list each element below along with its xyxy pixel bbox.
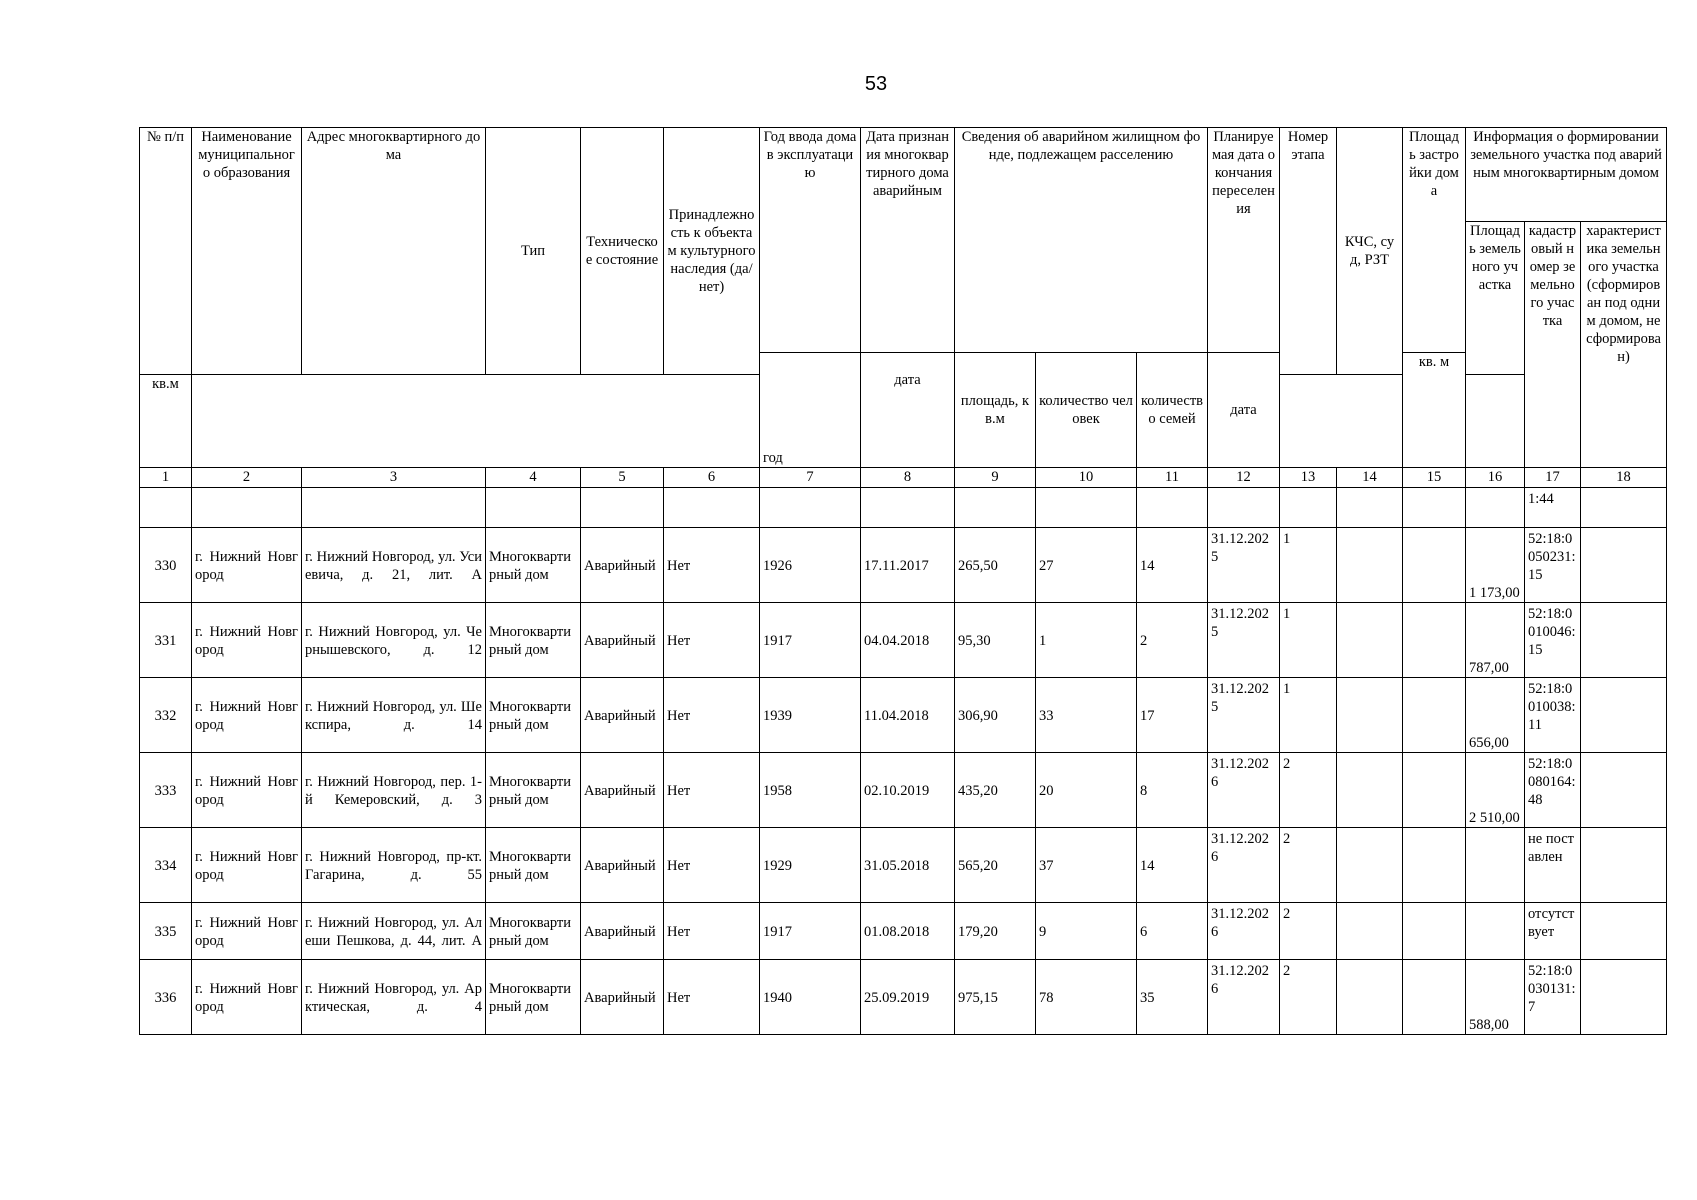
column-number: 3 (302, 468, 486, 488)
cell-area: 565,20 (955, 828, 1036, 903)
header-type: Тип (486, 128, 581, 375)
header-family-count: количество семей (1137, 353, 1208, 468)
carryover-row (140, 488, 1667, 528)
cell-year: 1958 (760, 753, 861, 828)
cell-year: 1917 (760, 603, 861, 678)
cell-cadastral-number: 52:18:0010046:15 (1525, 603, 1581, 678)
cell-heritage: Нет (664, 903, 760, 960)
cell-kchs (1337, 903, 1403, 960)
table-row (140, 903, 1667, 960)
cell-address: г. Нижний Новгород, ул. Шекспира, д. 14 (302, 678, 486, 753)
cell-row-number: 335 (140, 903, 192, 960)
cell-cadastral-number: отсутствует (1525, 903, 1581, 960)
cell-family-count: 8 (1137, 753, 1208, 828)
cell-date-emergency: 04.04.2018 (861, 603, 955, 678)
cell-date-emergency: 11.04.2018 (861, 678, 955, 753)
header-unit-year: год (760, 353, 861, 468)
column-number: 13 (1280, 468, 1337, 488)
cell-empty (955, 488, 1036, 528)
cell-land-area (1466, 903, 1525, 960)
header-area: площадь, кв.м (955, 353, 1036, 468)
cell-area: 975,15 (955, 960, 1036, 1035)
cell-family-count: 2 (1137, 603, 1208, 678)
cell-people-count: 9 (1036, 903, 1137, 960)
cell-heritage: Нет (664, 528, 760, 603)
header-cadastral-number: кадастровый номер земельного участка (1525, 222, 1581, 468)
cell-planned-end-date: 31.12.2026 (1208, 903, 1280, 960)
column-number: 16 (1466, 468, 1525, 488)
cell-heritage: Нет (664, 603, 760, 678)
column-number: 12 (1208, 468, 1280, 488)
cell-row-number: 333 (140, 753, 192, 828)
cell-family-count: 14 (1137, 528, 1208, 603)
cell-cadastral-number: не поставлен (1525, 828, 1581, 903)
cell-people-count: 78 (1036, 960, 1137, 1035)
cell-municipality: г. Нижний Новгород (192, 828, 302, 903)
cell-cadastral: 1:44 (1525, 488, 1581, 528)
cell-row-number: 336 (140, 960, 192, 1035)
cell-empty (1137, 488, 1208, 528)
cell-family-count: 14 (1137, 828, 1208, 903)
cell-empty (192, 488, 302, 528)
header-unit-date: дата (861, 353, 955, 468)
header-stage-number: Номер этапа (1280, 128, 1337, 375)
cell-people-count: 33 (1036, 678, 1137, 753)
cell-land-characteristic (1581, 903, 1667, 960)
column-number: 17 (1525, 468, 1581, 488)
cell-area: 179,20 (955, 903, 1036, 960)
column-number: 15 (1403, 468, 1466, 488)
cell-planned-end-date: 31.12.2025 (1208, 528, 1280, 603)
cell-built-area (1403, 678, 1466, 753)
cell-empty (1036, 488, 1137, 528)
cell-people-count: 37 (1036, 828, 1137, 903)
cell-kchs (1337, 753, 1403, 828)
header-year-commissioned: Год ввода дома в эксплуатацию (760, 128, 861, 353)
cell-kchs (1337, 528, 1403, 603)
cell-land-characteristic (1581, 753, 1667, 828)
cell-type: Многоквартирный дом (486, 603, 581, 678)
cell-heritage: Нет (664, 960, 760, 1035)
cell-people-count: 1 (1036, 603, 1137, 678)
column-number: 10 (1036, 468, 1137, 488)
header-kchs: КЧС, суд, РЗТ (1337, 128, 1403, 375)
cell-technical-state: Аварийный (581, 528, 664, 603)
cell-empty (760, 488, 861, 528)
cell-kchs (1337, 828, 1403, 903)
cell-empty (1208, 488, 1280, 528)
cell-municipality: г. Нижний Новгород (192, 528, 302, 603)
column-number: 6 (664, 468, 760, 488)
header-land-characteristic: характеристика земельного участка (сформирован под одним домом, не сформирован) (1581, 222, 1667, 468)
header-unit-land-area: кв.м (140, 375, 192, 468)
cell-row-number: 331 (140, 603, 192, 678)
cell-row-number: 330 (140, 528, 192, 603)
cell-area: 306,90 (955, 678, 1036, 753)
cell-date-emergency: 31.05.2018 (861, 828, 955, 903)
cell-built-area (1403, 603, 1466, 678)
cell-date-emergency: 02.10.2019 (861, 753, 955, 828)
cell-date-emergency: 25.09.2019 (861, 960, 955, 1035)
column-number: 14 (1337, 468, 1403, 488)
column-number: 2 (192, 468, 302, 488)
cell-empty (1337, 488, 1403, 528)
cell-year: 1917 (760, 903, 861, 960)
cell-heritage: Нет (664, 753, 760, 828)
cell-municipality: г. Нижний Новгород (192, 903, 302, 960)
cell-cadastral-number: 52:18:0030131:7 (1525, 960, 1581, 1035)
cell-heritage: Нет (664, 828, 760, 903)
column-number: 5 (581, 468, 664, 488)
cell-area: 435,20 (955, 753, 1036, 828)
header-date-emergency: Дата признания многоквартирного дома аварийным (861, 128, 955, 353)
cell-technical-state: Аварийный (581, 603, 664, 678)
header-land-area: Площадь земельного участка (1466, 222, 1525, 375)
cell-empty (302, 488, 486, 528)
cell-stage-number: 1 (1280, 603, 1337, 678)
header-address: Адрес многоквартирного дома (302, 128, 486, 375)
column-number: 4 (486, 468, 581, 488)
cell-area: 95,30 (955, 603, 1036, 678)
header-people-count: количество человек (1036, 353, 1137, 468)
cell-date-emergency: 01.08.2018 (861, 903, 955, 960)
cell-year: 1940 (760, 960, 861, 1035)
cell-family-count: 17 (1137, 678, 1208, 753)
column-number: 7 (760, 468, 861, 488)
cell-empty (664, 488, 760, 528)
header-planned-end-date: Планируемая дата окончания переселения (1208, 128, 1280, 353)
cell-stage-number: 2 (1280, 753, 1337, 828)
table-row (140, 753, 1667, 828)
header-row-number: № п/п (140, 128, 192, 375)
cell-stage-number: 1 (1280, 678, 1337, 753)
cell-technical-state: Аварийный (581, 960, 664, 1035)
cell-land-area (1466, 828, 1525, 903)
cell-type: Многоквартирный дом (486, 753, 581, 828)
cell-empty (1403, 488, 1466, 528)
cell-municipality: г. Нижний Новгород (192, 753, 302, 828)
cell-municipality: г. Нижний Новгород (192, 603, 302, 678)
cell-technical-state: Аварийный (581, 828, 664, 903)
table-row (140, 528, 1667, 603)
cell-family-count: 6 (1137, 903, 1208, 960)
cell-planned-end-date: 31.12.2025 (1208, 603, 1280, 678)
cell-type: Многоквартирный дом (486, 903, 581, 960)
cell-cadastral-number: 52:18:0010038:11 (1525, 678, 1581, 753)
cell-address: г. Нижний Новгород, ул. Арктическая, д. 4 (302, 960, 486, 1035)
cell-address: г. Нижний Новгород, пр-кт. Гагарина, д. 55 (302, 828, 486, 903)
cell-kchs (1337, 678, 1403, 753)
cell-address: г. Нижний Новгород, ул. Алеши Пешкова, д. 44, лит. А (302, 903, 486, 960)
header-municipality: Наименование муниципального образования (192, 128, 302, 375)
column-number: 18 (1581, 468, 1667, 488)
cell-land-characteristic (1581, 528, 1667, 603)
cell-planned-end-date: 31.12.2026 (1208, 828, 1280, 903)
header-land-plot-group: Информация о формировании земельного участка под аварийным многоквартирным домом (1466, 128, 1667, 222)
cell-technical-state: Аварийный (581, 903, 664, 960)
cell-empty (486, 488, 581, 528)
cell-technical-state: Аварийный (581, 753, 664, 828)
cell-stage-number: 1 (1280, 528, 1337, 603)
cell-empty (861, 488, 955, 528)
cell-land-characteristic (1581, 828, 1667, 903)
cell-area: 265,50 (955, 528, 1036, 603)
cell-land-characteristic (1581, 678, 1667, 753)
header-unit-built-area: кв. м (1403, 353, 1466, 468)
cell-built-area (1403, 960, 1466, 1035)
cell-empty (1466, 488, 1525, 528)
cell-planned-end-date: 31.12.2025 (1208, 678, 1280, 753)
cell-year: 1929 (760, 828, 861, 903)
cell-built-area (1403, 528, 1466, 603)
page-number: 53 (864, 73, 888, 95)
table-row (140, 678, 1667, 753)
cell-type: Многоквартирный дом (486, 678, 581, 753)
cell-date-emergency: 17.11.2017 (861, 528, 955, 603)
cell-built-area (1403, 753, 1466, 828)
cell-built-area (1403, 903, 1466, 960)
cell-built-area (1403, 828, 1466, 903)
cell-type: Многоквартирный дом (486, 960, 581, 1035)
cell-land-area: 1 173,00 (1466, 528, 1525, 603)
cell-empty (140, 488, 192, 528)
cell-land-area: 2 510,00 (1466, 753, 1525, 828)
cell-land-area: 656,00 (1466, 678, 1525, 753)
cell-stage-number: 2 (1280, 960, 1337, 1035)
cell-municipality: г. Нижний Новгород (192, 960, 302, 1035)
cell-land-area: 588,00 (1466, 960, 1525, 1035)
cell-planned-end-date: 31.12.2026 (1208, 753, 1280, 828)
cell-heritage: Нет (664, 678, 760, 753)
cell-municipality: г. Нижний Новгород (192, 678, 302, 753)
table-row (140, 603, 1667, 678)
header-heritage: Принадлежность к объектам культурного наследия (да/нет) (664, 128, 760, 375)
column-number: 9 (955, 468, 1036, 488)
cell-row-number: 332 (140, 678, 192, 753)
emergency-housing-table (139, 127, 1667, 1035)
column-number: 11 (1137, 468, 1208, 488)
cell-land-area: 787,00 (1466, 603, 1525, 678)
cell-empty (1581, 488, 1667, 528)
cell-type: Многоквартирный дом (486, 528, 581, 603)
cell-people-count: 27 (1036, 528, 1137, 603)
header-unit-end-date: дата (1208, 353, 1280, 468)
column-number: 1 (140, 468, 192, 488)
header-emergency-fund-group: Сведения об аварийном жилищном фонде, подлежащем расселению (955, 128, 1208, 353)
cell-family-count: 35 (1137, 960, 1208, 1035)
cell-land-characteristic (1581, 603, 1667, 678)
cell-people-count: 20 (1036, 753, 1137, 828)
cell-empty (581, 488, 664, 528)
cell-cadastral-number: 52:18:0080164:48 (1525, 753, 1581, 828)
column-number: 8 (861, 468, 955, 488)
cell-address: г. Нижний Новгород, ул. Усиевича, д. 21, лит. А (302, 528, 486, 603)
cell-kchs (1337, 960, 1403, 1035)
table-row (140, 960, 1667, 1035)
table-row (140, 828, 1667, 903)
header-built-area: Площадь застройки дома (1403, 128, 1466, 353)
cell-type: Многоквартирный дом (486, 828, 581, 903)
cell-year: 1939 (760, 678, 861, 753)
cell-stage-number: 2 (1280, 903, 1337, 960)
cell-technical-state: Аварийный (581, 678, 664, 753)
cell-cadastral-number: 52:18:0050231:15 (1525, 528, 1581, 603)
cell-land-characteristic (1581, 960, 1667, 1035)
header-technical-state: Техническое состояние (581, 128, 664, 375)
cell-stage-number: 2 (1280, 828, 1337, 903)
cell-empty (1280, 488, 1337, 528)
cell-row-number: 334 (140, 828, 192, 903)
cell-address: г. Нижний Новгород, ул. Чернышевского, д. 12 (302, 603, 486, 678)
cell-planned-end-date: 31.12.2026 (1208, 960, 1280, 1035)
cell-address: г. Нижний Новгород, пер. 1-й Кемеровский, д. 3 (302, 753, 486, 828)
cell-year: 1926 (760, 528, 861, 603)
cell-kchs (1337, 603, 1403, 678)
